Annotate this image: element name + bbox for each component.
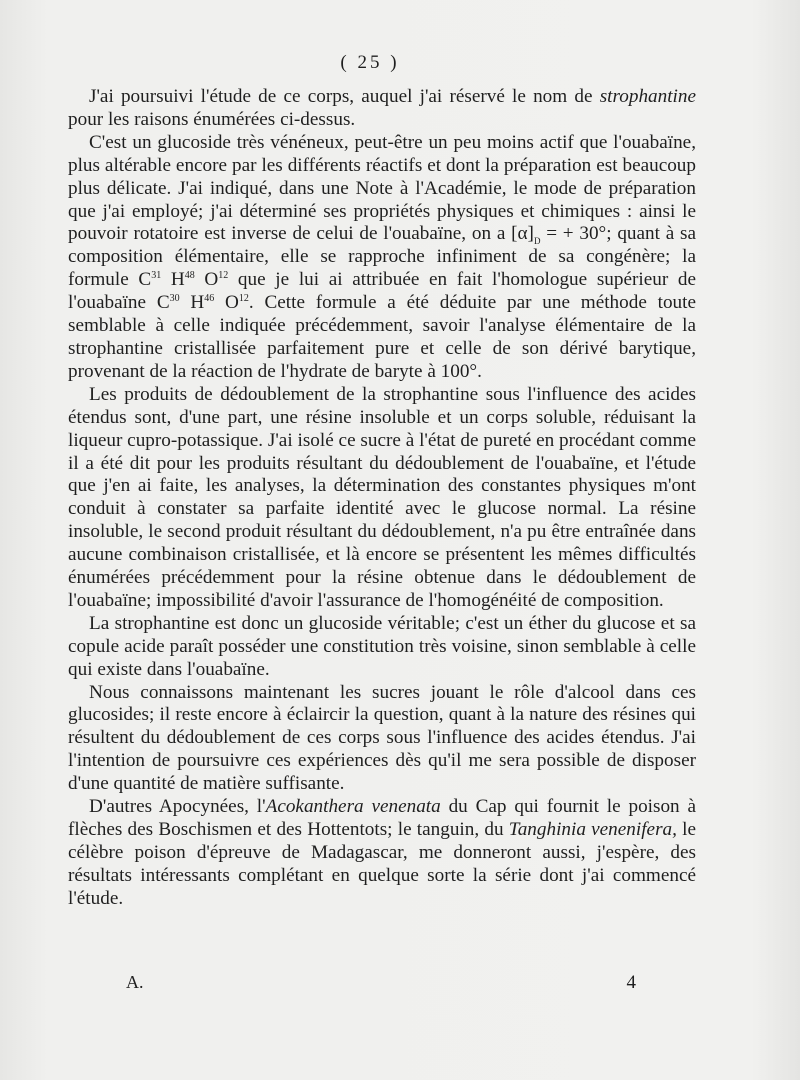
italic-term: Acokanthera venenata [265,796,441,818]
text-run: H [161,269,185,291]
superscript: 31 [151,270,162,282]
italic-term: Tanghinia venenifera, [508,819,677,840]
text-run: O [214,292,239,314]
paragraph-1 [68,86,696,132]
text-run: = + 30°; quant à sa composition élémentaire, elle se rapproche infiniment de sa congénère; la formule C [68,223,696,291]
text-run: La strophantine est donc un glucoside véritable; c'est un éther du glucose et sa copule acide paraît posséder une constitution très voisine, sinon semblable à celle qui existe dans l'ouabaïne. [68,612,696,680]
superscript: 48 [184,270,195,282]
text-run: J'ai poursuivi l'étude de ce corps, auquel j'ai réservé le nom de [89,86,600,107]
text-run: le célèbre poison d'épreuve de Madagascar, me donneront aussi, j'espère, des résultats intéressants complétant en quelque sorte la série dont j'ai commencé l'étude. [68,819,697,909]
subscript: D [533,236,541,247]
paragraph-6 [68,796,696,911]
text-run: O [194,269,219,291]
superscript: 46 [204,293,215,305]
sheet-number: 4 [626,972,636,993]
text-run: D'autres Apocynées, l' [89,796,266,818]
italic-term: strophantine [599,86,696,107]
text-run: du Cap qui fournit le poison à flèches des Boschismen et des Hottentots; le tanguin, du [68,796,697,840]
text-run: pour les raisons énumérées ci-dessus. [68,108,356,130]
paragraph-4 [68,613,696,682]
superscript: 30 [169,293,180,305]
paragraph-5 [68,682,696,797]
superscript: 12 [218,270,229,282]
text-run: . Cette formule a été déduite par une méthode toute semblable à celle indiquée précédemment, savoir l'analyse élémentaire de la strophantine cristallisée parfaitement pure et celle de son dérivé barytique, provenant de la réaction de l'hydrate de baryte à 100°. [68,292,696,382]
text-run: C'est un glucoside très vénéneux, peut-être un peu moins actif que l'ouabaïne, plus altérable encore par les différents réactifs et dont la préparation est beaucoup plus délicate. J'ai indiqué, dans une Note à l'Académie, le mode de préparation que j'ai employé; j'ai déterminé ses propriétés physiques et chimiques : ainsi le pouvoir rotatoire est inverse de celui de l'ouabaïne, on a [α] [68,131,696,245]
page-number: ( 25 ) [340,52,400,73]
paragraph-2 [68,132,696,384]
text-run: Nous connaissons maintenant les sucres jouant le rôle d'alcool dans ces glucosides; il reste encore à éclaircir la question, quant à la nature des résines qui résultent du dédoublement de ces corps sous l'influence des acides étendus. J'ai l'intention de poursuivre ces expériences dès qu'il me sera possible de disposer d'une quantité de matière suffisante. [68,681,696,795]
text-run: H [179,292,205,314]
body-text [68,86,696,911]
text-run: que je lui ai attribuée en fait l'homologue supérieur de l'ouabaïne C [68,269,696,314]
paragraph-3 [68,384,696,613]
text-run: Les produits de dédoublement de la strophantine sous l'influence des acides étendus sont, d'une part, une résine insoluble et un corps soluble, réduisant la liqueur cupro-potassique. J'ai isolé ce sucre à l'état de pureté en procédant comme il a été dit pour les produits résultant du dédoublement de l'ouabaïne, et l'étude que j'en ai faite, les analyses, la détermination des constantes physiques m'ont conduit à constater sa parfaite identité avec le glucose normal. La résine insoluble, le second produit résultant du dédoublement, n'a pu être entraînée dans aucune combinaison cristallisée, et là encore se présentent les mêmes difficultés énumérées précédemment pour la résine obtenue dans le dédoublement de l'ouabaïne; impossibilité d'avoir l'assurance de l'homogénéité de composition. [68,383,696,611]
signature-mark: A. [126,972,144,992]
superscript: 12 [238,293,249,305]
